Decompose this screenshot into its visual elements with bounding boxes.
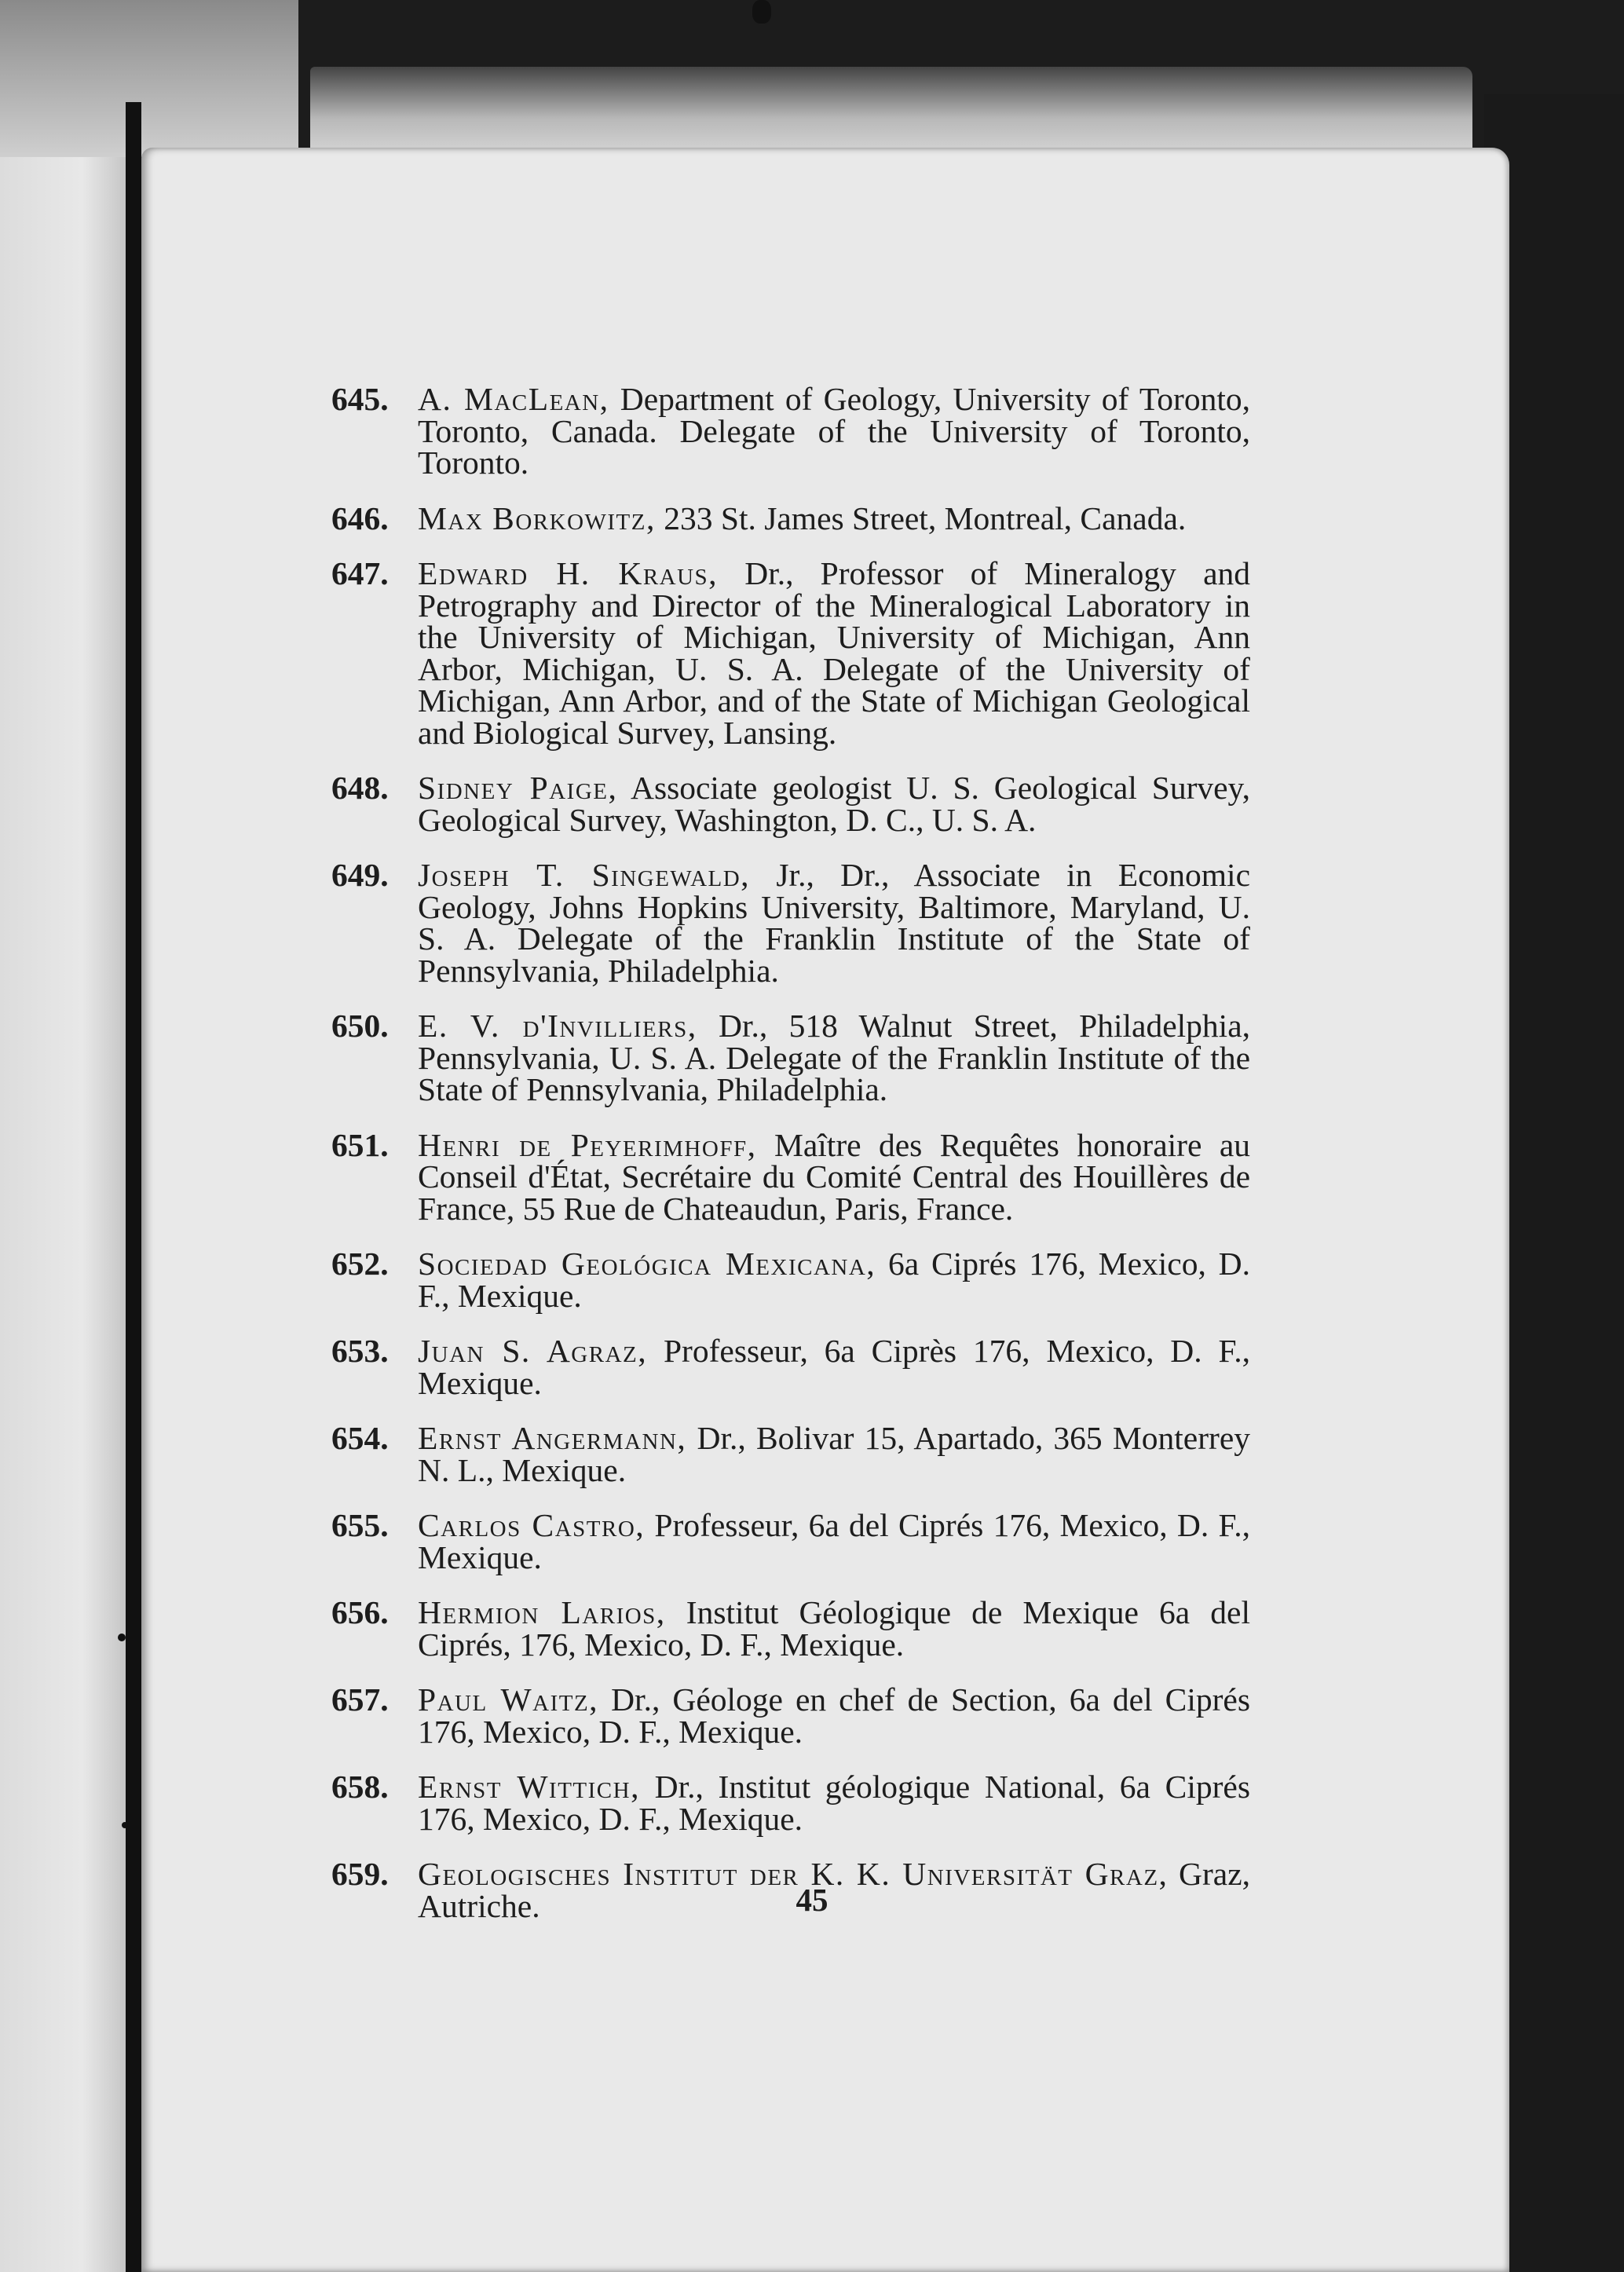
list-entry [331, 857, 1250, 989]
list-entry [331, 1509, 1250, 1573]
entry-name: Ernst Angermann, [418, 1420, 687, 1456]
entry-text: Dr., Professor of Mineralogy and Petrography and Director of the Mineralogical Laboratory in the University of Michigan, University of Michigan, Ann Arbor, Michigan, U. S. A. Delegate of the University of Michigan, Ann Arbor, and of the State of Michigan Geological and Biological Survey, Lansing. [418, 555, 1251, 751]
entry-body [418, 1248, 1250, 1312]
entry-body [418, 499, 1250, 536]
entry-number: 654. [331, 1420, 389, 1456]
entry-text: Graz, Autriche. [418, 1856, 1250, 1924]
list-entry [331, 1771, 1250, 1835]
entry-text: Professeur, 6a Ciprès 176, Mexico, D. F., Mexique. [418, 1333, 1250, 1401]
page-stack-edge [310, 67, 1472, 161]
entry-name: Max Borkowitz, [418, 499, 656, 536]
entry-number: 653. [331, 1333, 389, 1369]
entry-number: 646. [331, 499, 389, 536]
entry-body [418, 1771, 1250, 1835]
list-entry [331, 1335, 1250, 1399]
list-entry [331, 772, 1250, 836]
entry-name: Carlos Castro, [418, 1507, 646, 1543]
entry-body [418, 1010, 1250, 1106]
entry-name: Joseph T. Singewald, [418, 857, 751, 893]
entry-name: Geologisches Institut der K. K. Universität Graz, [418, 1856, 1169, 1892]
entry-body [418, 1335, 1250, 1399]
entry-body [418, 772, 1250, 836]
entry-text: Dr., 518 Walnut Street, Philadelphia, Pennsylvania, U. S. A. Delegate of the Franklin Institute of the State of Pennsylvania, Philadelphia. [418, 1008, 1250, 1107]
list-entry [331, 1126, 1251, 1227]
page-number: 45 [796, 1882, 828, 1918]
scan-speck [118, 1634, 126, 1641]
entry-text: Associate geologist U. S. Geological Survey, Geological Survey, Washington, D. C., U. S. A. [418, 770, 1250, 838]
entry-body [418, 555, 1251, 751]
entry-number: 649. [331, 857, 389, 893]
entry-name: Hermion Larios, [418, 1594, 666, 1630]
entry-number: 658. [331, 1769, 389, 1805]
entry-name: Ernst Wittich, [418, 1769, 640, 1805]
list-entry [331, 555, 1251, 751]
entry-number: 655. [331, 1507, 389, 1543]
entry-number: 657. [331, 1681, 389, 1718]
entry-name: Juan S. Agraz, [418, 1333, 648, 1369]
entry-body [418, 857, 1250, 989]
entry-text: Professeur, 6a del Ciprés 176, Mexico, D. F., Mexique. [418, 1507, 1251, 1575]
facing-page-edge [0, 94, 137, 2272]
entry-name: A. MacLean, [418, 381, 609, 417]
entry-text: Dr., Institut géologique National, 6a Ciprés 176, Mexico, D. F., Mexique. [418, 1769, 1250, 1837]
entry-number: 645. [331, 381, 389, 417]
entry-text: Dr., Géologe en chef de Section, 6a del Ciprés 176, Mexico, D. F., Mexique. [418, 1681, 1250, 1750]
scan-speck [122, 1822, 128, 1828]
list-entry [331, 1681, 1250, 1750]
facing-page-fold [0, 0, 298, 157]
book-binding [126, 102, 141, 2272]
scan-speck [752, 0, 771, 24]
entry-text: Dr., Bolivar 15, Apartado, 365 Monterrey N. L., Mexique. [418, 1420, 1251, 1488]
entry-text: Jr., Dr., Associate in Economic Geology, Johns Hopkins University, Baltimore, Maryland, U. S. A. Delegate of the Franklin Institute of the State of Pennsylvania, Philadelphia. [418, 857, 1250, 989]
entry-number: 650. [331, 1008, 389, 1044]
entry-number: 659. [331, 1856, 389, 1892]
list-entry [331, 383, 1250, 479]
entry-text: Maître des Requêtes honoraire au Conseil d'État, Secrétaire du Comité Central des Houillères de France, 55 Rue de Chateaudun, Paris, France. [418, 1126, 1251, 1227]
entry-name: E. V. d'Invilliers, [418, 1008, 697, 1044]
entry-text: 6a Ciprés 176, Mexico, D. F., Mexique. [418, 1246, 1250, 1314]
entry-name: Sidney Paige, [418, 770, 618, 806]
entry-name: Sociedad Geológica Mexicana, [418, 1246, 876, 1282]
entry-body [418, 383, 1250, 479]
entry-text: Institut Géologique de Mexique 6a del Ciprés, 176, Mexico, D. F., Mexique. [418, 1594, 1250, 1663]
entry-name: Paul Waitz, [418, 1681, 599, 1718]
entry-text: Department of Geology, University of Toronto, Toronto, Canada. Delegate of the University of Toronto, Toronto. [418, 381, 1251, 481]
entry-body [418, 1422, 1250, 1486]
entry-body [418, 1594, 1250, 1663]
entry-number: 656. [331, 1594, 389, 1630]
entry-number: 652. [331, 1246, 389, 1282]
entry-number: 647. [331, 555, 389, 591]
entry-name: Edward H. Kraus, [418, 555, 719, 591]
list-entry [331, 1010, 1250, 1106]
list-entry [331, 1248, 1250, 1312]
entry-body [418, 1126, 1251, 1227]
entry-body [418, 1509, 1250, 1573]
entry-number: 651. [331, 1126, 389, 1163]
list-entry [331, 499, 1250, 536]
entry-number: 648. [331, 770, 389, 806]
list-entry [331, 1594, 1250, 1663]
entry-name: Henri de Peyerimhoff, [418, 1126, 757, 1163]
member-list [331, 383, 1250, 1945]
entry-text: 233 St. James Street, Montreal, Canada. [664, 499, 1187, 536]
entry-body [418, 1681, 1250, 1750]
list-entry [331, 1422, 1250, 1486]
